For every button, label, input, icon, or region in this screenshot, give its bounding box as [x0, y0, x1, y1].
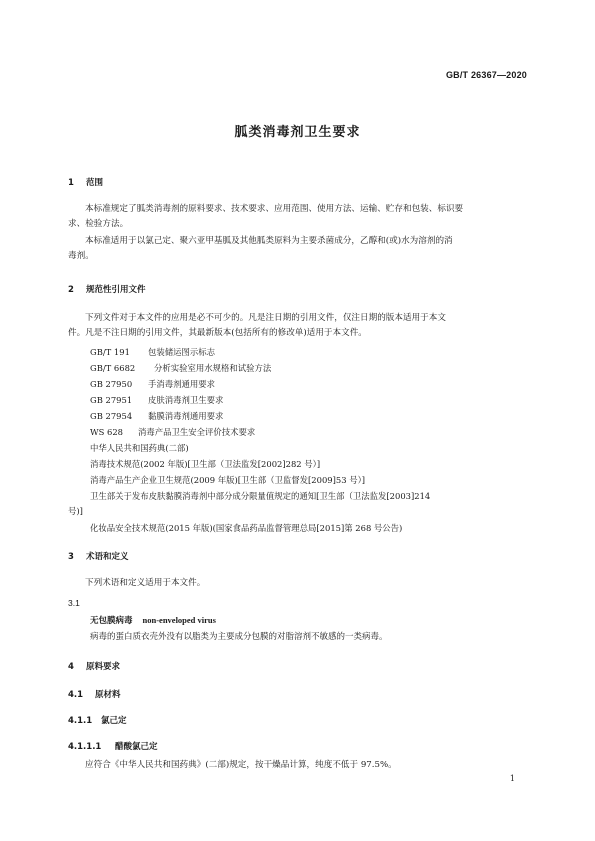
- term-english: non-enveloped virus: [142, 615, 216, 625]
- subsection-4-1-1-1-heading: [68, 740, 158, 752]
- section-2-paragraph-1: [68, 311, 536, 341]
- reference-item: GB 27950 手消毒剂通用要求: [90, 379, 215, 389]
- paragraph-line: 应符合《中华人民共和国药典》(二部)规定，按干燥品计算，纯度不低于 97.5%。: [85, 760, 397, 770]
- section-3-paragraph-1: [68, 576, 536, 591]
- reference-item: 化妆品安全技术规范(2015 年版)(国家食品药品监督管理总局[2015]第 268 号公告): [90, 523, 403, 533]
- paragraph-line: 毒剂。: [68, 251, 94, 261]
- paragraph-line: 件。凡是不注日期的引用文件，其最新版本(包括所有的修改单)适用于本文件。: [68, 328, 367, 338]
- section-number: 1: [68, 178, 74, 188]
- section-2-heading: [68, 283, 146, 295]
- paragraph-line: 本标准规定了胍类消毒剂的原料要求、技术要求、应用范围、使用方法、运输、贮存和包装、标识要: [85, 204, 464, 214]
- section-number: 2: [68, 285, 74, 295]
- section-title: 术语和定义: [86, 552, 129, 562]
- term-entry: [90, 614, 216, 626]
- subsection-number: 4.1: [68, 690, 84, 700]
- reference-item: GB/T 191 包装储运图示标志: [90, 347, 215, 357]
- term-chinese: 无包膜病毒: [90, 616, 133, 626]
- reference-item-continuation: 号)]: [68, 506, 83, 516]
- subsection-title: 原材料: [95, 690, 121, 700]
- reference-item: 消毒产品生产企业卫生规范(2009 年版)[卫生部（卫监督发[2009]53 号）]: [90, 475, 366, 485]
- paragraph-line: 下列文件对于本文件的应用是必不可少的。凡是注日期的引用文件，仅注日期的版本适用于本文: [85, 313, 446, 323]
- subsection-4-1-1-heading: [68, 714, 127, 726]
- document-title: 胍类消毒剂卫生要求: [234, 125, 361, 140]
- section-4-heading: [68, 660, 120, 672]
- section-4-paragraph-1: [68, 758, 536, 773]
- subsection-title: 醋酸氯己定: [115, 742, 158, 752]
- subsection-number: 4.1.1.1: [68, 742, 102, 752]
- section-3-heading: [68, 550, 129, 562]
- standard-code: GB/T 26367—2020: [445, 70, 527, 80]
- section-title: 原料要求: [86, 662, 121, 672]
- paragraph-line: 下列术语和定义适用于本文件。: [85, 578, 206, 588]
- section-title: 规范性引用文件: [86, 285, 146, 295]
- subsection-4-1-heading: [68, 688, 121, 700]
- subsection-number: 4.1.1: [68, 716, 93, 726]
- section-1-paragraph-2: [68, 234, 536, 264]
- paragraph-line: 求、检验方法。: [68, 219, 129, 229]
- term-number: 3.1: [68, 598, 80, 608]
- reference-item: WS 628 消毒产品卫生安全评价技术要求: [90, 427, 256, 437]
- subsection-title: 氯己定: [101, 716, 127, 726]
- section-1-paragraph-1: [68, 202, 536, 232]
- section-number: 3: [68, 552, 74, 562]
- reference-item: 消毒技术规范(2002 年版)[卫生部（卫法监发[2002]282 号）]: [90, 459, 321, 469]
- reference-item: GB/T 6682 分析实验室用水规格和试验方法: [90, 363, 272, 373]
- section-number: 4: [68, 662, 74, 672]
- section-1-heading: [68, 176, 103, 188]
- section-title: 范围: [86, 178, 104, 188]
- term-definition: 病毒的蛋白质衣壳外没有以脂类为主要成分包膜的对脂溶剂不敏感的一类病毒。: [90, 632, 388, 642]
- paragraph-line: 本标准适用于以氯己定、聚六亚甲基胍及其他胍类原料为主要杀菌成分，乙醇和(或)水为溶剂的消: [85, 236, 453, 246]
- reference-item: GB 27954 黏膜消毒剂通用要求: [90, 411, 224, 421]
- page-number: 1: [509, 774, 515, 783]
- reference-item: 卫生部关于发布皮肤黏膜消毒剂中部分成分限量值规定的通知[卫生部（卫法监发[2003]214: [90, 491, 431, 501]
- reference-item: 中华人民共和国药典(二部): [90, 443, 189, 453]
- reference-item: GB 27951 皮肤消毒剂卫生要求: [90, 395, 224, 405]
